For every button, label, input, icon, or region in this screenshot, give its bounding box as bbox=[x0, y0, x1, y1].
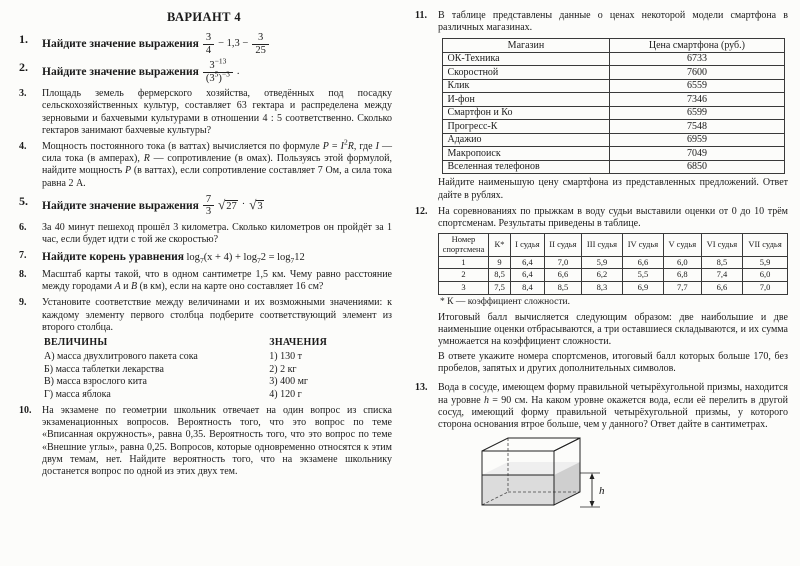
math-token: (x + 4) + log bbox=[203, 252, 257, 264]
problem-number: 10. bbox=[19, 405, 32, 417]
table-header-row bbox=[442, 39, 784, 53]
problem-body bbox=[438, 206, 788, 379]
radical-sign: √ bbox=[249, 197, 257, 213]
problem-body bbox=[42, 194, 392, 218]
prism-figure bbox=[468, 435, 618, 515]
table-row bbox=[442, 120, 784, 134]
table-header-cell: Номер спортсмена bbox=[439, 234, 489, 257]
numerator: 3 bbox=[205, 32, 212, 43]
price-table bbox=[442, 38, 785, 174]
problem-text bbox=[42, 269, 392, 293]
problem-11 bbox=[412, 10, 788, 202]
table-cell: 6559 bbox=[610, 79, 784, 93]
problem-number: 8. bbox=[19, 268, 27, 280]
numerator: 7 bbox=[205, 193, 212, 205]
table-cell: 6850 bbox=[610, 160, 784, 174]
problem-statement: Найдите значение выражения bbox=[42, 38, 199, 51]
problem-statement: Найдите значение выражения bbox=[42, 199, 199, 212]
math-token: ) bbox=[218, 72, 222, 84]
fraction bbox=[203, 32, 214, 56]
table-row bbox=[442, 52, 784, 66]
height-label: h bbox=[599, 485, 605, 498]
table-header-cell: VI судья bbox=[701, 234, 742, 257]
math-token: 12 bbox=[294, 252, 305, 264]
text-segment: Масштаб карты такой, что в одном сантиметре 1,5 км. Чему равно расстояние между городами bbox=[42, 268, 392, 293]
table-cell: 7,0 bbox=[544, 256, 581, 269]
exponent: 5 bbox=[214, 69, 219, 79]
exponent: 2 bbox=[343, 137, 348, 147]
text-segment: (в км), если на карте оно составляет 16 см? bbox=[137, 281, 324, 293]
fraction bbox=[203, 194, 214, 218]
denominator: 3 bbox=[203, 205, 214, 218]
table-header-cell: V судья bbox=[664, 234, 702, 257]
list-item: А) масса двухлитрового пакета сока bbox=[44, 351, 198, 363]
table-cell: 6,2 bbox=[582, 269, 623, 282]
table-cell: 2 bbox=[439, 269, 489, 282]
numerator: 3 bbox=[257, 32, 264, 43]
table-cell: Прогресс-К bbox=[442, 120, 610, 134]
variable: В bbox=[131, 281, 138, 293]
table-cell: Клик bbox=[442, 79, 610, 93]
math-token: 3 bbox=[209, 60, 215, 72]
problem-text: На экзамене по геометрии школьник отвечает на один вопрос из списка экзаменационных вопросов. Вероятность того, что это вопрос по теме «Вписанная окружность», равна 0,35. Вероятность того, что это вопрос по теме «Внешние углы», равна 0,25. Вопросов, которые одновременно относятся к этим двум темам, нет. Найдите вероятность того, что на экзамене школьнику достанется вопрос по одной из этих двух тем. bbox=[42, 405, 392, 478]
problem-number: 6. bbox=[19, 221, 27, 233]
table-cell: 6,0 bbox=[664, 256, 702, 269]
table-cell: 6,4 bbox=[511, 269, 545, 282]
table-cell: 6599 bbox=[610, 106, 784, 120]
table-header-cell: Магазин bbox=[442, 39, 610, 53]
table-row bbox=[439, 282, 788, 295]
table-cell: 6733 bbox=[610, 52, 784, 66]
variable: R bbox=[143, 153, 150, 165]
fraction bbox=[252, 32, 269, 56]
problem-text: В ответе укажите номера спортсменов, итоговый балл которых больше 170, без пробелов, запятых и других дополнительных символов. bbox=[438, 351, 788, 375]
table-cell: 6,6 bbox=[544, 269, 581, 282]
table-cell: 5,9 bbox=[743, 256, 788, 269]
equation bbox=[186, 252, 305, 266]
text-segment: , где bbox=[353, 140, 376, 152]
problem-number: 9. bbox=[19, 297, 27, 309]
table-header-cell: К* bbox=[489, 234, 511, 257]
math-token: (3 bbox=[205, 72, 215, 84]
table-row bbox=[439, 256, 788, 269]
problem-text: Установите соответствие между величинами и их возможными значениями: к каждому элементу первого столбца подберите соответствующий элемент из второго столбца. bbox=[42, 297, 392, 333]
problem-statement: Найдите значение выражения bbox=[42, 66, 199, 79]
radicand: 27 bbox=[226, 201, 237, 213]
table-cell: 9 bbox=[489, 256, 511, 269]
water-front bbox=[482, 475, 554, 505]
radicand: 3 bbox=[257, 201, 263, 213]
arrowhead-up bbox=[590, 473, 595, 479]
problem-number: 1. bbox=[19, 32, 28, 46]
variable: R bbox=[347, 140, 354, 152]
table-cell: Макропоиск bbox=[442, 147, 610, 161]
math-token: = bbox=[328, 140, 341, 152]
table-cell: 7,7 bbox=[664, 282, 702, 295]
text-segment: = 90 см. На каком уровне окажется вода, если её перелить в другой сосуд, имеющий форму правильной четырёхугольной призмы, у которого сторона основания втрое больше, чем у данного? Ответ дайте в сантиметрах. bbox=[438, 394, 788, 431]
problem-statement: Найдите корень уравнения bbox=[42, 251, 185, 264]
table-cell: 6,6 bbox=[701, 282, 742, 295]
table-header-row bbox=[439, 234, 788, 257]
problem-4 bbox=[16, 137, 393, 190]
problem-text: Площадь земель фермерского хозяйства, отведённых под посадку сельскохозяйственных культур, составляет 63 гектара и распределена между зерновыми и бахчевыми культурами в отношении 4 : 5 соответственно. Сколько гектаров занимают бахчевые культуры? bbox=[42, 88, 392, 136]
problem-9 bbox=[16, 297, 392, 401]
problem-5 bbox=[16, 194, 392, 218]
table-row bbox=[442, 147, 784, 161]
arrowhead-down bbox=[590, 501, 595, 507]
problem-body bbox=[42, 250, 392, 265]
problem-2 bbox=[16, 56, 392, 84]
table-cell: 7,4 bbox=[701, 269, 742, 282]
problem-text: Итоговый балл вычисляется следующим образом: две наибольшие и две наименьшие оценки отбрасываются, а три оставшиеся складываются, и их сумма умножается на коэффициент сложности. bbox=[438, 311, 788, 347]
fraction bbox=[203, 56, 233, 84]
problem-number: 2. bbox=[19, 60, 28, 75]
problem-number: 4. bbox=[19, 140, 27, 152]
problem-number: 3. bbox=[19, 88, 27, 100]
scores-table bbox=[438, 233, 788, 295]
table-cell: 8,4 bbox=[511, 282, 545, 295]
list-item: 4) 120 г bbox=[269, 388, 302, 400]
table-cell: 8,5 bbox=[489, 269, 511, 282]
radical bbox=[218, 197, 238, 214]
table-cell: Скоростной bbox=[442, 66, 610, 80]
table-row bbox=[439, 269, 788, 282]
problem-body bbox=[42, 32, 392, 56]
figure-container bbox=[468, 435, 788, 519]
punctuation: . bbox=[236, 65, 240, 77]
list-item: Б) масса таблетки лекарства bbox=[44, 363, 164, 375]
math-token: 2 = log bbox=[260, 252, 291, 264]
table-cell: ОК-Техника bbox=[442, 52, 610, 66]
table-cell: Смартфон и Ко bbox=[442, 106, 610, 120]
problem-number: 5. bbox=[19, 193, 28, 208]
table-row bbox=[442, 93, 784, 107]
table-cell: 5,5 bbox=[622, 269, 663, 282]
table-row bbox=[442, 160, 784, 174]
list-item: В) масса взрослого кита bbox=[44, 376, 147, 388]
quantities-column bbox=[44, 337, 263, 401]
table-header-cell: II судья bbox=[544, 234, 581, 257]
table-cell: 6,6 bbox=[622, 256, 663, 269]
table-footnote: * К — коэффициент сложности. bbox=[440, 296, 570, 307]
list-item: 2) 2 кг bbox=[269, 363, 297, 375]
table-cell: 3 bbox=[439, 282, 489, 295]
table-cell: 8,5 bbox=[544, 282, 581, 295]
problem-body bbox=[438, 10, 788, 202]
table-cell: 6,8 bbox=[664, 269, 702, 282]
variable: P bbox=[124, 165, 132, 177]
table-cell: Вселенная телефонов bbox=[442, 160, 610, 174]
problem-13 bbox=[412, 382, 788, 519]
text-segment: — сопротивление (в омах). Пользуясь этой формулой, найдите мощность bbox=[42, 153, 392, 177]
problem-text: В таблице представлены данные о ценах некоторой модели смартфона в различных магазинах. bbox=[438, 10, 788, 34]
table-cell: 7346 bbox=[610, 93, 784, 107]
problem-number: 11. bbox=[415, 10, 427, 21]
problem-text bbox=[438, 382, 788, 431]
problem-number: 12. bbox=[415, 205, 428, 217]
problem-10 bbox=[16, 405, 392, 478]
list-item: Г) масса яблока bbox=[44, 388, 111, 400]
problem-6 bbox=[16, 222, 392, 246]
denominator bbox=[203, 69, 233, 85]
variable: А bbox=[114, 281, 121, 293]
problem-text: Найдите наименьшую цену смартфона из представленных предложений. Ответ дайте в рублях. bbox=[438, 177, 788, 201]
exponent: −3 bbox=[221, 69, 230, 79]
table-header-cell: Цена смартфона (руб.) bbox=[610, 39, 784, 53]
denominator: 25 bbox=[252, 44, 269, 57]
problem-number: 13. bbox=[415, 382, 428, 394]
table-header-cell: IV судья bbox=[622, 234, 663, 257]
table-cell: 6,4 bbox=[511, 256, 545, 269]
text-segment: — сила тока (в амперах), bbox=[42, 140, 393, 165]
table-cell: 1 bbox=[439, 256, 489, 269]
left-column bbox=[16, 10, 392, 482]
table-row bbox=[442, 79, 784, 93]
column-header: ВЕЛИЧИНЫ bbox=[44, 336, 108, 348]
problem-3 bbox=[16, 88, 392, 137]
radical bbox=[249, 197, 263, 214]
matching-table bbox=[42, 337, 392, 401]
table-cell: 7600 bbox=[610, 66, 784, 80]
variable: h bbox=[483, 394, 489, 406]
values-column bbox=[263, 337, 392, 401]
list-item: 3) 400 мг bbox=[269, 376, 308, 388]
problem-12 bbox=[412, 206, 788, 379]
operator: · bbox=[241, 199, 246, 211]
prism-top-face bbox=[482, 438, 580, 451]
table-cell: 7049 bbox=[610, 147, 784, 161]
radical-sign: √ bbox=[218, 197, 226, 213]
exponent: −13 bbox=[214, 56, 227, 66]
table-cell: 7548 bbox=[610, 120, 784, 134]
table-cell: 5,9 bbox=[582, 256, 623, 269]
variable: I bbox=[340, 140, 344, 152]
page-title: ВАРИАНТ 4 bbox=[167, 10, 241, 24]
table-cell: 6,9 bbox=[622, 282, 663, 295]
problem-body bbox=[438, 382, 788, 519]
problem-number: 7. bbox=[19, 250, 27, 262]
table-row bbox=[442, 106, 784, 120]
problem-text bbox=[42, 137, 393, 190]
right-column bbox=[412, 10, 788, 523]
subscript: 7 bbox=[199, 256, 204, 266]
table-header-cell: III судья bbox=[582, 234, 623, 257]
variable: I bbox=[375, 140, 379, 152]
column-header: ЗНАЧЕНИЯ bbox=[269, 336, 328, 348]
math-token: log bbox=[186, 252, 200, 264]
problem-7 bbox=[16, 250, 392, 265]
table-cell: Адажио bbox=[442, 133, 610, 147]
list-item: 1) 130 т bbox=[269, 351, 302, 363]
text-segment: (в ваттах), если сопротивление составляет 7 Ом, а сила тока равна 2 А. bbox=[42, 165, 392, 189]
problem-1 bbox=[16, 32, 392, 56]
table-cell: 7,0 bbox=[743, 282, 788, 295]
text-segment: Вода в сосуде, имеющем форму правильной четырёхугольной призмы, находится на уровне bbox=[438, 382, 788, 406]
text-segment: и bbox=[120, 281, 132, 293]
table-row bbox=[442, 66, 784, 80]
problem-text: За 40 минут пешеход прошёл 3 километра. Сколько километров он пройдёт за 1 час, если будет идти с той же скоростью? bbox=[42, 221, 392, 245]
table-cell: 8,3 bbox=[582, 282, 623, 295]
table-cell: И-фон bbox=[442, 93, 610, 107]
table-cell: 6,0 bbox=[743, 269, 788, 282]
problem-text: На соревнованиях по прыжкам в воду судьи выставили оценки от 0 до 10 трём спортсменам. Результаты приведены в таблице. bbox=[438, 205, 788, 229]
table-cell: 8,5 bbox=[701, 256, 742, 269]
text-segment: Мощность постоянного тока (в ваттах) вычисляется по формуле bbox=[42, 140, 323, 152]
problem-body bbox=[42, 56, 392, 84]
operator: − 1,3 − bbox=[218, 37, 249, 49]
table-row bbox=[442, 133, 784, 147]
table-header-cell: VII судья bbox=[743, 234, 788, 257]
variable: P bbox=[322, 140, 329, 152]
problem-8 bbox=[16, 269, 392, 293]
table-cell: 6959 bbox=[610, 133, 784, 147]
subscript: 7 bbox=[290, 256, 295, 266]
problem-body bbox=[42, 297, 392, 401]
table-header-cell: I судья bbox=[511, 234, 545, 257]
subscript: 7 bbox=[256, 256, 261, 266]
table-cell: 7,5 bbox=[489, 282, 511, 295]
denominator: 4 bbox=[203, 44, 214, 57]
